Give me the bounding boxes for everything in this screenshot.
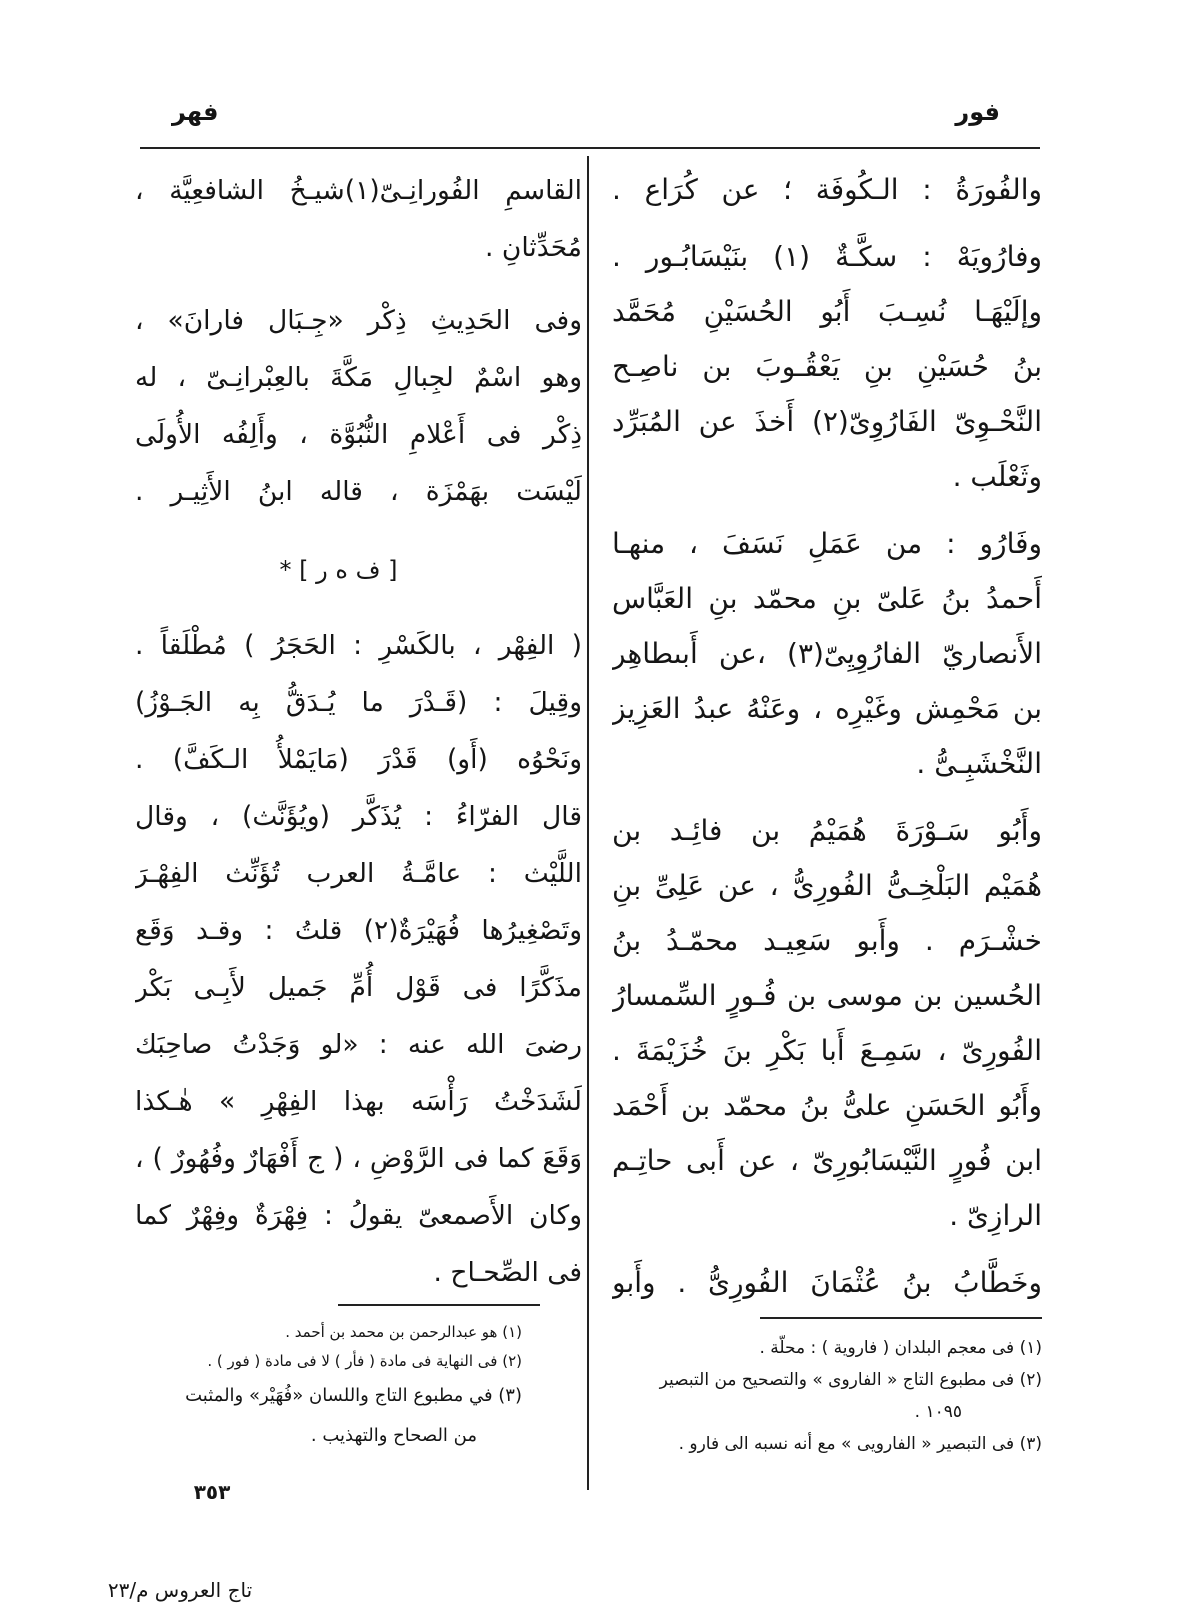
text-line: ذِكْر فى أَعْلامِ النُّبُوَّة ، وأَلِفُه الأُولَى bbox=[135, 419, 582, 450]
running-header-right-word: فور bbox=[955, 98, 1000, 126]
text-line: ونَحْوُه (أَو) قَدْرَ (مَايَمْلأُ الـكَفَّ) . bbox=[135, 744, 582, 775]
text-line: وقِيلَ : (قَـدْرَ ما يُـدَقُّ بِه الجَـوْزُ) bbox=[135, 687, 582, 718]
text-line: وخَطَّابُ بنُ عُثْمَانَ الفُورِىُّ . وأَبو bbox=[612, 1266, 1042, 1299]
text-line: اللَّيْث : عامَّـةُ العرب تُؤَنِّث الفِهْـرَ bbox=[135, 858, 582, 889]
text-line: الأَنصاريّ الفارُوِيِىّ(٣) ،عن أَبىطاهِر bbox=[612, 637, 1042, 670]
footnote-line: (٢) فى مطبوع التاج « الفاروى » والتصحيح من التبصير bbox=[659, 1370, 1042, 1390]
footnotes-left bbox=[140, 1318, 522, 1456]
right-column bbox=[612, 162, 1042, 1310]
text-line: ( الفِهْر ، بالكَسْرِ : الحَجَرُ ) مُطْلَقاً . bbox=[135, 630, 582, 661]
entry-root-heading: [ ف ه ر ] * bbox=[279, 556, 398, 584]
footnote-rule bbox=[760, 1317, 1042, 1319]
text-line: رضىَ الله عنه : «لو وَجَدْتُ صاحِبَك bbox=[135, 1029, 582, 1060]
text-line: ابن فُورٍ النَّيْسَابُورِىّ ، عن أَبى حاتِـم bbox=[612, 1144, 1042, 1177]
text-line: وَقَعَ كما فى الرَّوْضِ ، ( ج أَفْهَارٌ وفُهُورٌ ) ، bbox=[135, 1143, 582, 1174]
footnote-line: (٣) فى التبصير « الفارويى » مع أنه نسبه الى فارو . bbox=[678, 1434, 1042, 1454]
text-line: وفى الحَدِيثِ ذِكْر «جِـبَال فارانَ» ، bbox=[135, 305, 582, 336]
text-line: وهو اسْمٌ لجِبالِ مَكَّةَ بالعِبْرانِـىّ ، له bbox=[135, 362, 582, 393]
footnote-line: (٣) في مطبوع التاج واللسان «فُهَيْر» والمثبت bbox=[185, 1385, 522, 1406]
text-line: لَشَدَخْتُ رَأْسَه بهذا الفِهْرِ » هٰـكذا bbox=[135, 1086, 582, 1117]
paragraph bbox=[135, 292, 582, 520]
running-header-left-word: فهر bbox=[172, 98, 219, 126]
text-line: الحُسين بن موسى بن فُـورٍ السِّمسارُ bbox=[612, 979, 1042, 1012]
text-line: أَحمدُ بنُ عَلىّ بنِ محمّد بنِ العَبَّاس bbox=[612, 582, 1042, 615]
footnote-line: (١) فى معجم البلدان ( فاروية ) : محلّة . bbox=[759, 1338, 1042, 1358]
text-line: النَّحْـوِىّ الفَارُوِىّ(٢) أَخذَ عن المُبَرِّد bbox=[612, 405, 1042, 438]
page-number: ٣٥٣ bbox=[193, 1480, 231, 1504]
text-line: مذَكَّرًا فى قَوْل أُمِّ جَميل لأَبِـى بَكْر bbox=[135, 972, 582, 1003]
text-line: خشْـرَم . وأَبو سَعِيـد محمّـدُ بنُ bbox=[612, 924, 1042, 957]
text-line: الرازِىّ . bbox=[949, 1199, 1042, 1232]
text-line: وأَبُو سَـوْرَةَ هُمَيْمُ بن فائِـد بن bbox=[612, 814, 1042, 847]
text-line: وفَارُو : من عَمَلِ نَسَفَ ، منهـا bbox=[612, 527, 1042, 560]
text-line: هُمَيْم البَلْخِـىُّ الفُورِىُّ ، عن عَلِىِّ بنِ bbox=[612, 869, 1042, 902]
paragraph bbox=[612, 803, 1042, 1243]
left-column bbox=[135, 162, 582, 1301]
footnote-rule bbox=[338, 1304, 540, 1306]
footnote-line: (١) هو عبدالرحمن بن محمد بن أحمد . bbox=[285, 1323, 522, 1341]
footnote-line: من الصحاح والتهذيب . bbox=[310, 1425, 477, 1446]
paragraph bbox=[612, 229, 1042, 504]
paragraph bbox=[612, 1255, 1042, 1310]
volume-signature: تاج العروس م/٢٣ bbox=[107, 1578, 253, 1602]
paragraph bbox=[135, 617, 582, 1301]
header-rule bbox=[140, 147, 1040, 149]
paragraph bbox=[612, 516, 1042, 791]
footnote-line: ١٠٩٥ . bbox=[914, 1402, 962, 1422]
text-line: قال الفرّاءُ : يُذَكَّر (ويُؤَنَّث) ، وقال bbox=[135, 801, 582, 832]
text-line: وفارُويَهْ : سكَّـةٌ (١) بنَيْسَابُـور . bbox=[612, 240, 1042, 273]
text-line: وكان الأَصمعىّ يقولُ : فِهْرَةٌ وفِهْرٌ كما bbox=[135, 1200, 582, 1231]
text-line: القاسمِ الفُورانِـىّ(١)شيـخُ الشافعِيَّة ، bbox=[135, 175, 582, 206]
footnote-line: (٢) فى النهاية فى مادة ( فأر ) لا فى مادة ( فور ) . bbox=[207, 1352, 522, 1370]
text-line: والفُورَةُ : الـكُوفَة ؛ عن كُرَاع . bbox=[612, 173, 1042, 206]
text-line: وتَصْغِيرُها فُهَيْرَةٌ(٢) قلتُ : وقـد وَقَع bbox=[135, 915, 582, 946]
text-line: وإلَيْهَـا نُسِـبَ أَبُو الحُسَيْنِ مُحَمَّد bbox=[612, 295, 1042, 328]
text-line: وأَبُو الحَسَنِ علىُّ بنُ محمّد بن أَحْمَد bbox=[612, 1089, 1042, 1122]
text-line: بنُ حُسَيْنِ بنِ يَعْقُـوبَ بن ناصِـح bbox=[612, 350, 1042, 383]
text-line: بن مَحْمِش وغَيْرِه ، وعَنْهُ عبدُ العَزِيز bbox=[612, 692, 1042, 725]
column-divider bbox=[587, 156, 589, 1490]
text-line: لَيْسَت بهَمْزَة ، قاله ابنُ الأَثِيـر . bbox=[135, 476, 582, 507]
paragraph bbox=[612, 162, 1042, 217]
text-line: مُحَدِّثانِ . bbox=[485, 232, 582, 263]
text-line: الفُورِىّ ، سَمِـعَ أَبا بَكْرِ بنَ خُزَيْمَةَ . bbox=[612, 1034, 1042, 1067]
footnotes-right bbox=[612, 1332, 1042, 1460]
paragraph bbox=[135, 162, 582, 276]
text-line: وثَعْلَب . bbox=[952, 460, 1042, 493]
text-line: النَّخْشَبِـىُّ . bbox=[916, 747, 1042, 780]
text-line: فى الصِّحـاح . bbox=[433, 1257, 582, 1288]
